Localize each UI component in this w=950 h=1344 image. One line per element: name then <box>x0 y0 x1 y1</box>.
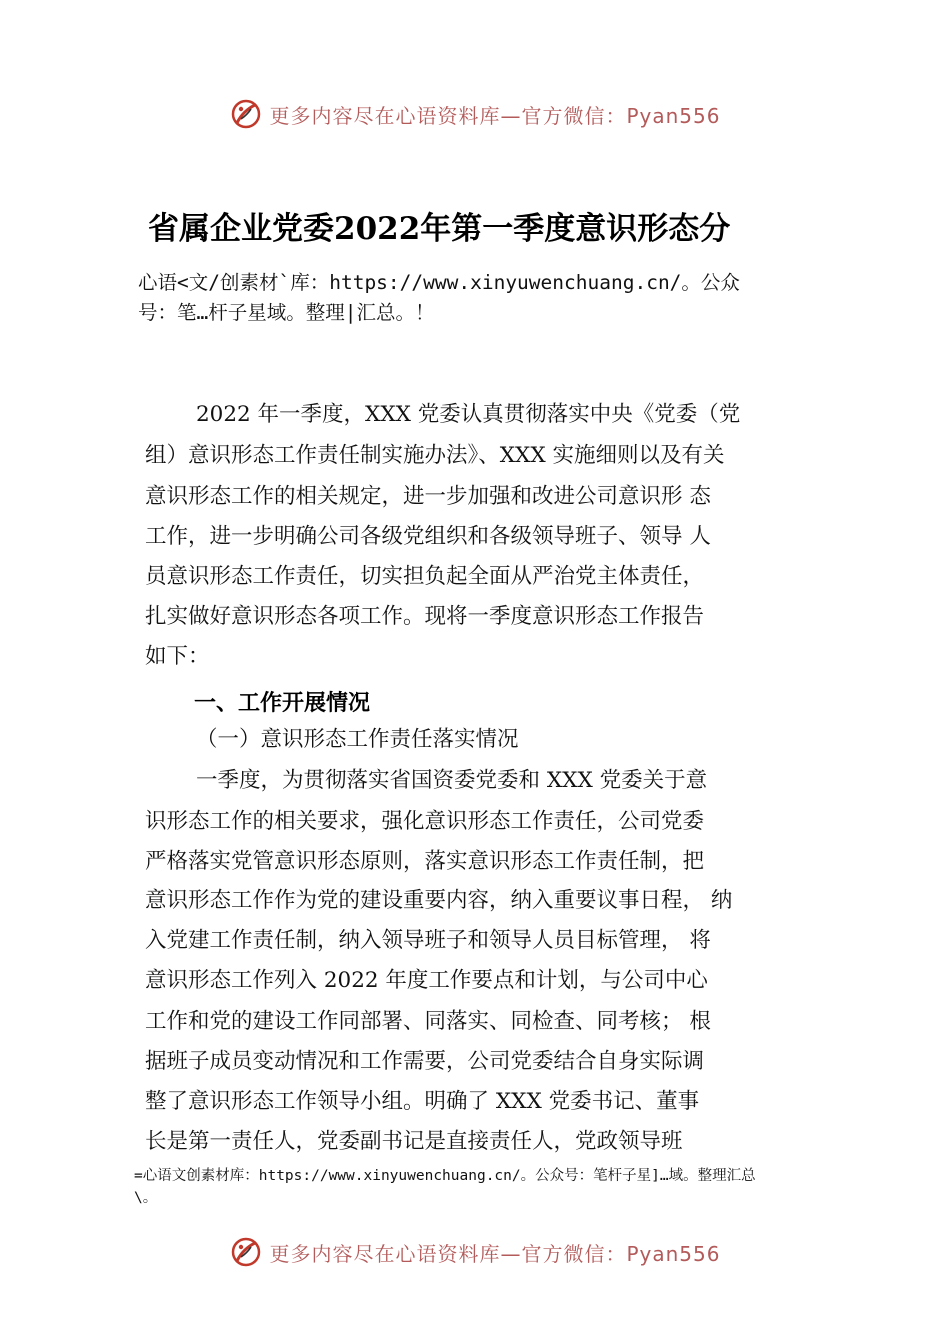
banner-text: 更多内容尽在心语资料库—官方微信：Pyan556 <box>269 1241 721 1266</box>
paragraph-line: 扎实做好意识形态各项工作。现将一季度意识形态工作报告 <box>145 604 705 629</box>
watermark-bottom <box>134 1165 834 1209</box>
watermark-line: 号：笔…杆子星域。整理|汇总。！ <box>138 301 435 324</box>
watermark-top <box>138 268 838 328</box>
paragraph-line: 意识形态工作的相关规定，进一步加强和改进公司意识形 态 <box>145 484 711 509</box>
section-heading: 一、工作开展情况 <box>194 691 371 716</box>
watermark-line: 心语<文/创素材`库：https://www.xinyuwenchuang.cn/。公众 <box>138 271 740 294</box>
paragraph-line: 识形态工作的相关要求，强化意识形态工作责任，公司党委 <box>145 809 705 834</box>
paragraph-line: 2022 年一季度，XXX 党委认真贯彻落实中央《党委（党 <box>196 402 741 427</box>
top-banner <box>0 94 950 134</box>
paragraph-line: 长是第一责任人，党委副书记是直接责任人，党政领导班 <box>145 1129 683 1154</box>
paragraph-line: 据班子成员变动情况和工作需要，公司党委结合自身实际调 <box>145 1049 705 1074</box>
document-title: 省属企业党委2022年第一季度意识形态分 <box>148 211 731 247</box>
paragraph-line: 如下： <box>145 644 210 669</box>
watermark-line: \。 <box>134 1190 158 1206</box>
paragraph-line: 整了意识形态工作领导小组。明确了 XXX 党委书记、董事 <box>145 1089 700 1114</box>
paragraph-line: 组）意识形态工作责任制实施办法》、XXX 实施细则以及有关 <box>145 443 725 468</box>
paragraph-line: 员意识形态工作责任，切实担负起全面从严治党主体责任， <box>145 564 705 589</box>
paragraph-line: 一季度，为贯彻落实省国资委党委和 XXX 党委关于意 <box>196 768 708 793</box>
bottom-banner <box>0 1232 950 1272</box>
brand-logo-icon <box>229 97 263 131</box>
banner-text: 更多内容尽在心语资料库—官方微信：Pyan556 <box>269 103 721 128</box>
brand-logo-icon <box>229 1235 263 1269</box>
paragraph-line: 工作和党的建设工作同部署、同落实、同检查、同考核； 根 <box>145 1009 711 1034</box>
paragraph-line: 工作，进一步明确公司各级党组织和各级领导班子、领导 人 <box>145 524 711 549</box>
paragraph-line: 意识形态工作作为党的建设重要内容，纳入重要议事日程， 纳 <box>145 888 733 913</box>
paragraph-line: 严格落实党管意识形态原则，落实意识形态工作责任制，把 <box>145 849 705 874</box>
paragraph-line: 入党建工作责任制，纳入领导班子和领导人员目标管理， 将 <box>145 928 711 953</box>
subsection-heading: （一）意识形态工作责任落实情况 <box>196 727 519 752</box>
paragraph-line: 意识形态工作列入 2022 年度工作要点和计划，与公司中心 <box>145 968 708 993</box>
watermark-line: =心语文创素材库：https://www.xinyuwenchuang.cn/。公众号：笔杆子星]…域。整理汇总 <box>134 1168 756 1184</box>
